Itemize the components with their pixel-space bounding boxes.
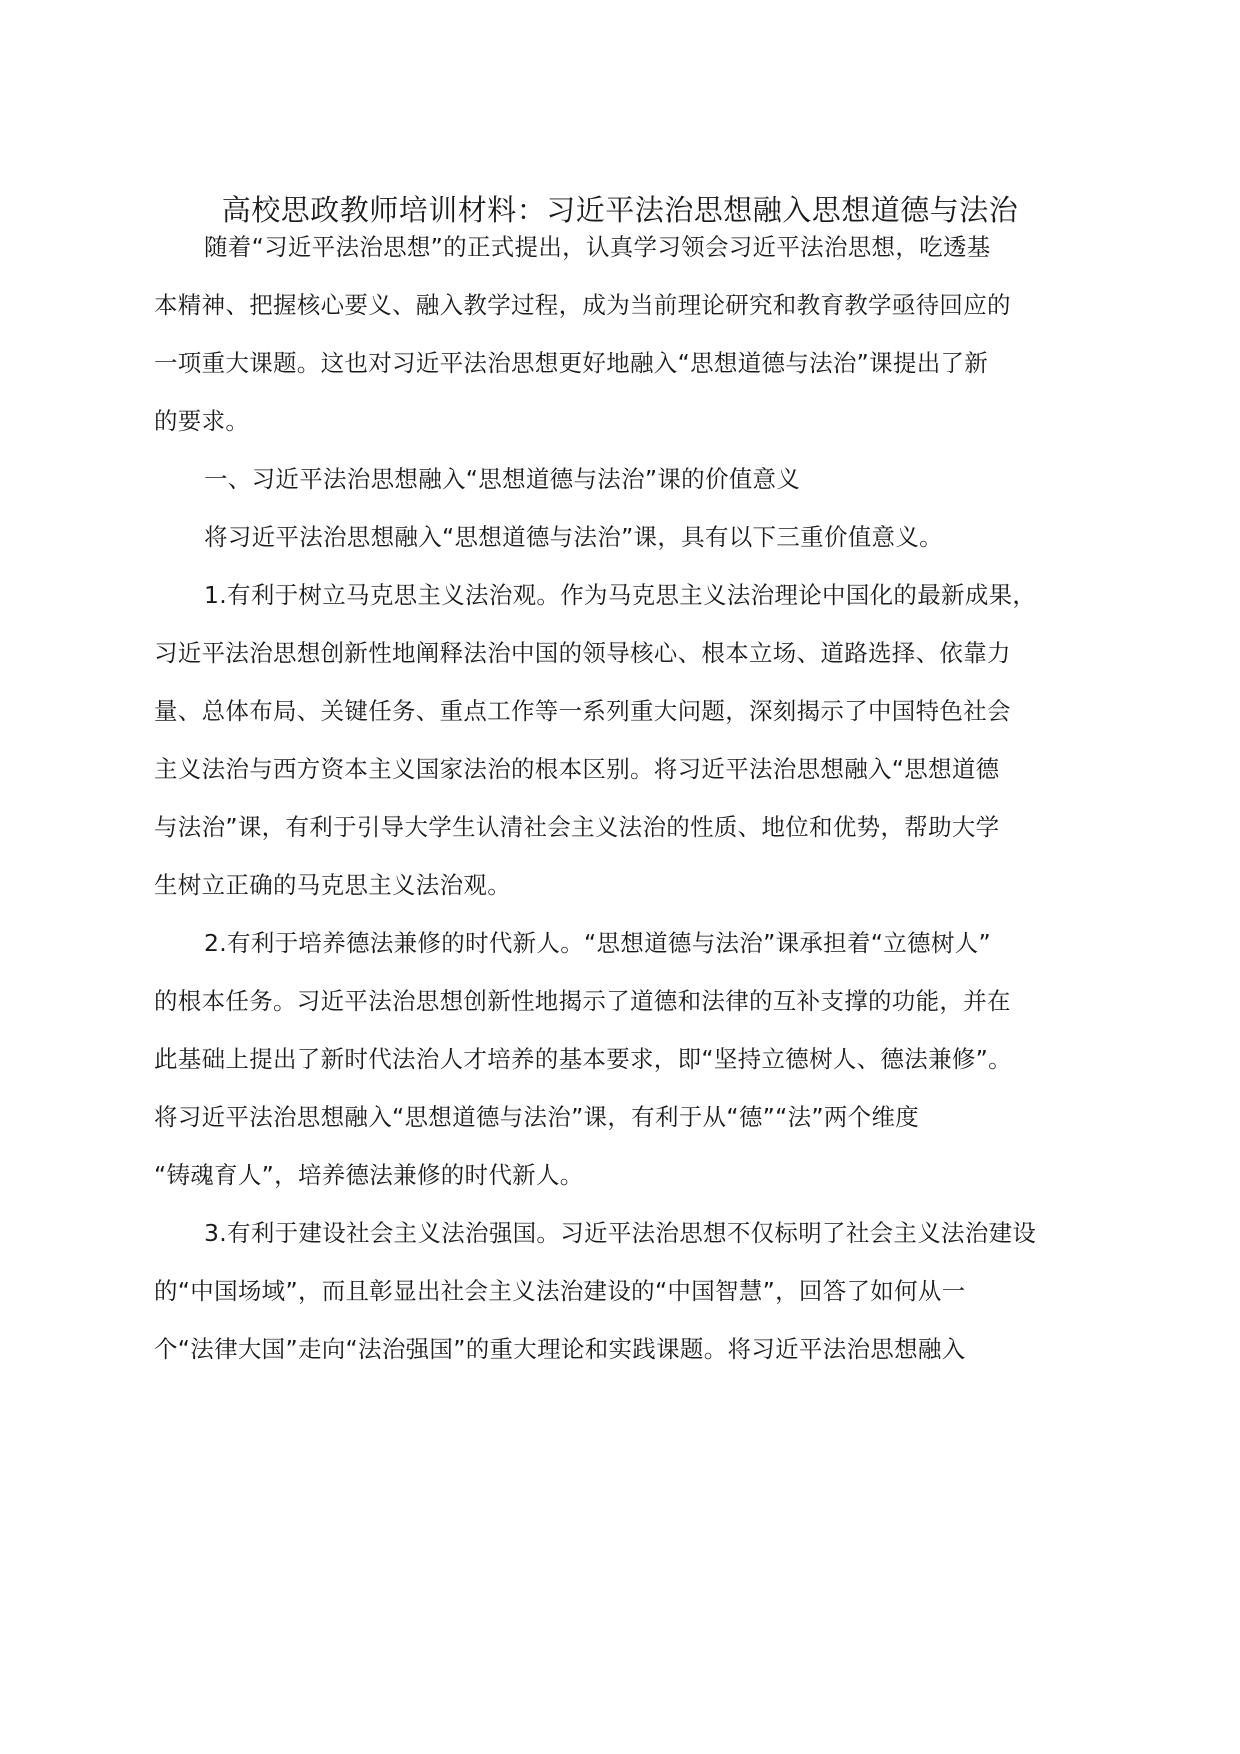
paragraph-line: 2.有利于培养德法兼修的时代新人。“思想道德与法治”课承担着“立德树人”: [204, 929, 991, 957]
paragraph-line: 量、总体布局、关键任务、重点工作等一系列重大问题，深刻揭示了中国特色社会: [154, 697, 1011, 725]
paragraph-line: 3.有利于建设社会主义法治强国。习近平法治思想不仅标明了社会主义法治建设: [204, 1219, 1037, 1247]
paragraph-line: 将习近平法治思想融入“思想道德与法治”课，具有以下三重价值意义。: [204, 523, 943, 551]
paragraph-line: 将习近平法治思想融入“思想道德与法治”课，有利于从“德”“法”两个维度: [154, 1103, 920, 1131]
paragraph-line: 本精神、把握核心要义、融入教学过程，成为当前理论研究和教育教学亟待回应的: [154, 291, 1011, 319]
paragraph-line: 生树立正确的马克思主义法治观。: [154, 871, 511, 899]
paragraph-line: 习近平法治思想创新性地阐释法治中国的领导核心、根本立场、道路选择、依靠力: [154, 639, 1011, 667]
paragraph-line: 一项重大课题。这也对习近平法治思想更好地融入“思想道德与法治”课提出了新: [154, 349, 989, 377]
document-title: 高校思政教师培训材料：习近平法治思想融入思想道德与法治: [221, 193, 1019, 227]
paragraph-line: 与法治”课，有利于引导大学生认清社会主义法治的性质、地位和优势，帮助大学: [154, 813, 1000, 841]
paragraph-line: 随着“习近平法治思想”的正式提出，认真学习领会习近平法治思想，吃透基: [204, 233, 991, 261]
paragraph-line: “铸魂育人”，培养德法兼修的时代新人。: [154, 1161, 584, 1189]
paragraph-line: 个“法律大国”走向“法治强国”的重大理论和实践课题。将习近平法治思想融入: [154, 1335, 966, 1363]
paragraph-line: 主义法治与西方资本主义国家法治的根本区别。将习近平法治思想融入“思想道德: [154, 755, 1000, 783]
paragraph-line: 的根本任务。习近平法治思想创新性地揭示了道德和法律的互补支撑的功能，并在: [154, 987, 1011, 1015]
paragraph-line: 1.有利于树立马克思主义法治观。作为马克思主义法治理论中国化的最新成果，: [204, 581, 1037, 609]
paragraph-line: 此基础上提出了新时代法治人才培养的基本要求，即“坚持立德树人、德法兼修”。: [154, 1045, 1012, 1073]
section-heading: 一、习近平法治思想融入“思想道德与法治”课的价值意义: [204, 465, 801, 493]
paragraph-line: 的要求。: [154, 407, 250, 435]
paragraph-line: 的“中国场域”，而且彰显出社会主义法治建设的“中国智慧”，回答了如何从一: [154, 1277, 966, 1305]
